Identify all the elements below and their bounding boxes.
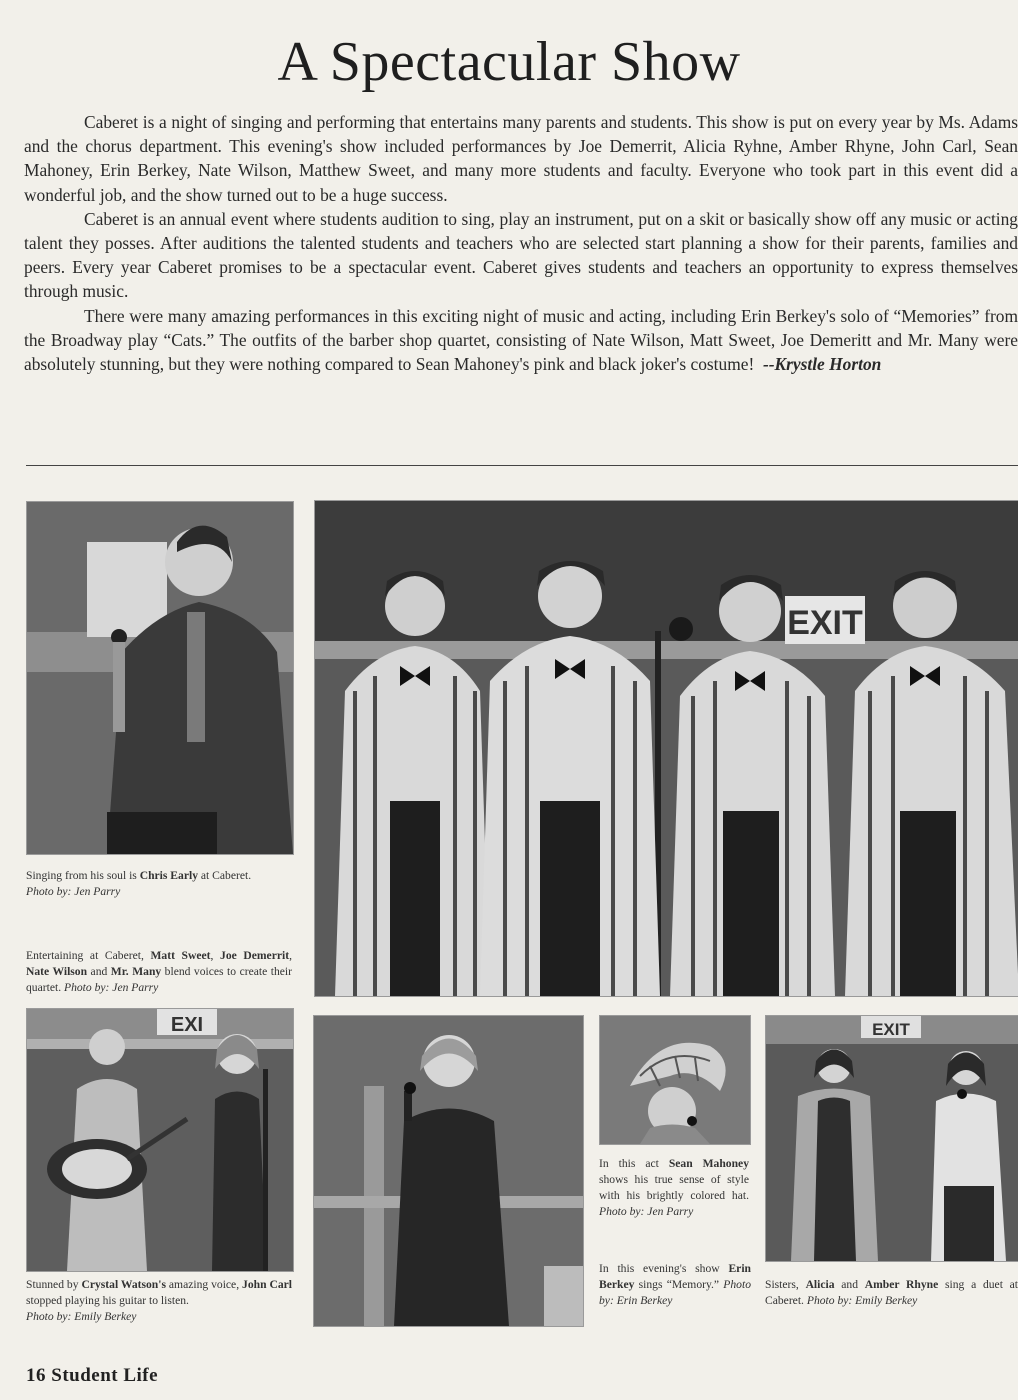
caption-text: shows his true sense of style with his brightly colored hat. [599, 1173, 749, 1202]
photo-credit: Photo by: Jen Parry [26, 885, 121, 898]
photo-alicia-amber-rhyne [765, 1015, 1018, 1262]
caption-text: Sisters, [765, 1278, 806, 1291]
caption-text: , [289, 949, 292, 962]
article-body [24, 110, 1018, 376]
photo-chris-early [26, 501, 294, 855]
caption-name: Erin Berkey [599, 1262, 751, 1291]
caption-name: John Carl [242, 1278, 292, 1291]
caption-text: Stunned by [26, 1278, 82, 1291]
caption-text: Entertaining at Caberet, [26, 949, 151, 962]
photo-credit: Photo by: Jen Parry [64, 981, 159, 994]
photo-john-carl-crystal-watson [26, 1008, 294, 1272]
article-paragraph-3 [24, 304, 1018, 377]
page-footer: 16 Student Life [26, 1365, 159, 1386]
caption-name: Mr. Many [110, 965, 162, 978]
page-title: A Spectacular Show [277, 31, 741, 93]
photo-credit: Photo by: Emily Berkey [26, 1310, 137, 1323]
photo-sean-mahoney [599, 1015, 751, 1145]
caption-name: Chris Early [139, 869, 198, 882]
caption-text: sings “Memory.” [634, 1278, 724, 1291]
caption-text: , [210, 949, 221, 962]
caption-crystal-watson [26, 1277, 292, 1325]
caption-name: Nate Wilson [26, 965, 88, 978]
caption-quartet [26, 948, 292, 996]
caption-text: Singing from his soul is [26, 869, 140, 882]
exit-sign: EXIT [787, 604, 863, 642]
article-byline: --Krystle Horton [762, 354, 882, 375]
article-paragraph-3-text: There were many amazing performances in this exciting night of music and acting, including Erin Berkey's solo of “Memories” from the Broadway play “Cats.” The outfits of the barber shop quartet, consisting of Nate Wilson, Matt Sweet, Joe Demeritt and Mr. Many were absolutely stunning, but they were nothing compared to Sean Mahoney's pink and black joker's costume! [24, 305, 1018, 375]
exit-sign: EXIT [872, 1020, 910, 1039]
article-paragraph-1: Caberet is a night of singing and performing that entertains many parents and students. This show is put on every year by Ms. Adams and the chorus department. This evening's show included performances by Joe Demerrit, Alicia Ryhne, Amber Rhyne, John Carl, Sean Mahoney, Erin Berkey, Nate Wilson, Matthew Sweet, and many more students and faculty. Everyone who took part in this event did a wonderful job, and the show turned out to be a huge success. [24, 112, 1018, 205]
photo-credit: Photo by: Emily Berkey [806, 1294, 918, 1307]
caption-sean-mahoney [599, 1156, 749, 1220]
caption-name: Joe Demerrit [220, 949, 290, 962]
photo-erin-berkey [313, 1015, 584, 1327]
caption-text: In this evening's show [599, 1262, 729, 1275]
caption-name: Crystal Watson's [81, 1278, 166, 1291]
photo-credit: Photo by: Jen Parry [599, 1205, 694, 1218]
caption-name: Matt Sweet [150, 949, 211, 962]
photo-barbershop-quartet [314, 500, 1018, 997]
caption-text: and [87, 965, 111, 978]
exit-sign: EXI [170, 1014, 204, 1036]
caption-chris-early [26, 868, 296, 900]
caption-rhyne-sisters [765, 1277, 1018, 1309]
caption-text: at Caberet. [198, 869, 252, 882]
section-divider [26, 465, 1018, 466]
caption-name: Sean Mahoney [668, 1157, 749, 1170]
caption-text: In this act [599, 1157, 669, 1170]
caption-erin-berkey [599, 1261, 751, 1309]
caption-text: and [834, 1278, 865, 1291]
caption-text: blend voices to create their quartet. [26, 965, 292, 994]
caption-name: Alicia [805, 1278, 835, 1291]
photo-credit: Photo by: Erin Berkey [599, 1278, 751, 1307]
caption-text: amazing voice, [165, 1278, 243, 1291]
caption-text: sing a duet at Caberet. [765, 1278, 1018, 1307]
article-paragraph-2: Caberet is an annual event where students audition to sing, play an instrument, put on a skit or basically show off any music or acting talent they posses. After auditions the talented students and teachers who are selected start planning a show for their parents, families and peers. Every year Caberet promises to be a spectacular event. Caberet gives students and teachers an opportunity to express themselves through music. [24, 208, 1018, 302]
caption-text: stopped playing his guitar to listen. [26, 1294, 189, 1307]
caption-name: Amber Rhyne [864, 1278, 939, 1291]
